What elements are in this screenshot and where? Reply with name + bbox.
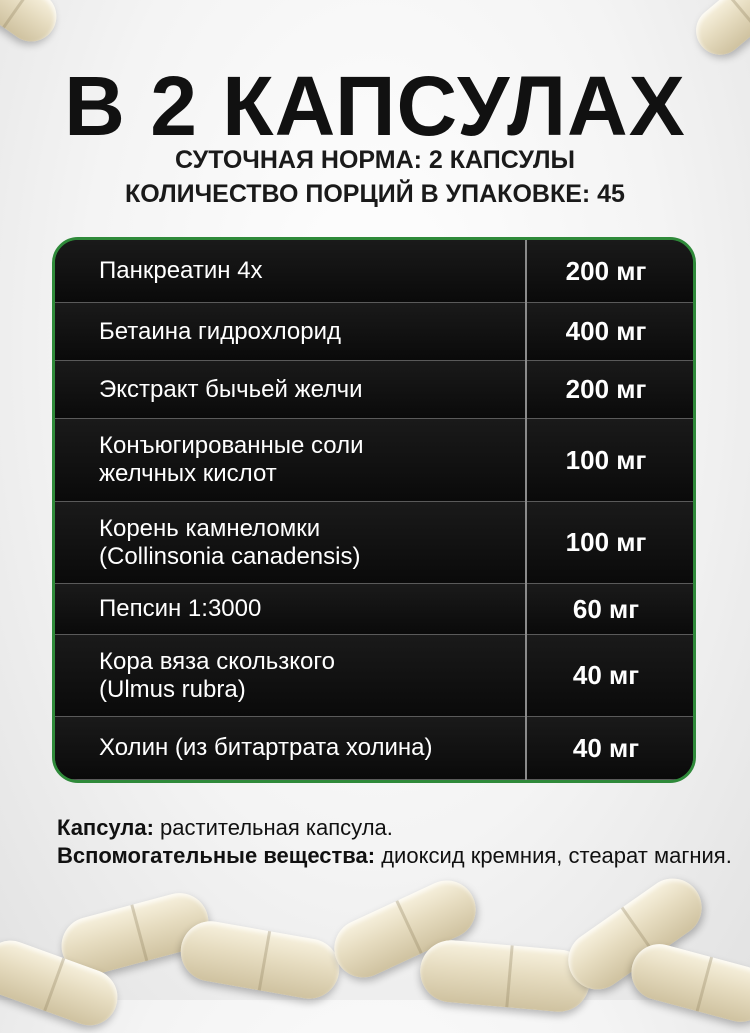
capsule-image [418,938,593,1015]
table-row [55,635,693,717]
footer-notes [57,814,737,870]
ingredient-name: Кора вяза скользкого (Ulmus rubra) [99,647,335,703]
ingredient-name: Конъюгированные соли желчных кислот [99,432,364,487]
ingredient-amount: 100 мг [565,527,647,557]
page-title: В 2 КАПСУЛАХ [64,59,686,153]
daily-dose-text: СУТОЧНАЯ НОРМА: 2 КАПСУЛЫ [174,146,576,174]
column-divider [525,240,527,780]
capsule-image [176,917,344,1004]
ingredients-table [52,237,696,783]
ingredient-name: Экстракт бычьей желчи [99,375,363,403]
capsule-note [57,814,737,842]
ingredient-amount: 60 мг [572,593,640,624]
table-row [55,584,693,635]
ingredient-name: Панкреатин 4х [99,257,263,284]
ingredient-amount: 200 мг [565,374,647,404]
table-row [55,502,693,584]
table-row [55,361,693,419]
servings-text: КОЛИЧЕСТВО ПОРЦИЙ В УПАКОВКЕ: 45 [125,180,625,208]
capsule-label: Капсула: [57,815,154,840]
ingredient-name: Пепсин 1:3000 [99,595,262,622]
ingredient-amount: 200 мг [565,255,647,286]
capsule-image [625,938,750,1028]
table-row [55,419,693,502]
excipients-note [57,842,737,870]
ingredient-amount: 40 мг [572,660,640,690]
table-row [55,717,693,780]
ingredient-amount: 40 мг [572,732,640,763]
excipients-label: Вспомогательные вещества: [57,843,376,868]
capsule-image [686,0,750,65]
table-row [55,303,693,361]
capsule-image [0,0,66,51]
ingredient-name: Бетаина гидрохлорид [99,317,342,345]
table-row [55,240,693,303]
capsule-value: растительная капсула. [153,815,393,840]
ingredient-name: Корень камнеломки (Collinsonia canadensis) [99,514,361,570]
ingredient-name: Холин (из битартрата холина) [99,734,433,761]
excipients-value: диоксид кремния, стеарат магния. [375,843,732,868]
ingredient-amount: 100 мг [565,444,647,475]
ingredient-amount: 400 мг [565,316,647,346]
